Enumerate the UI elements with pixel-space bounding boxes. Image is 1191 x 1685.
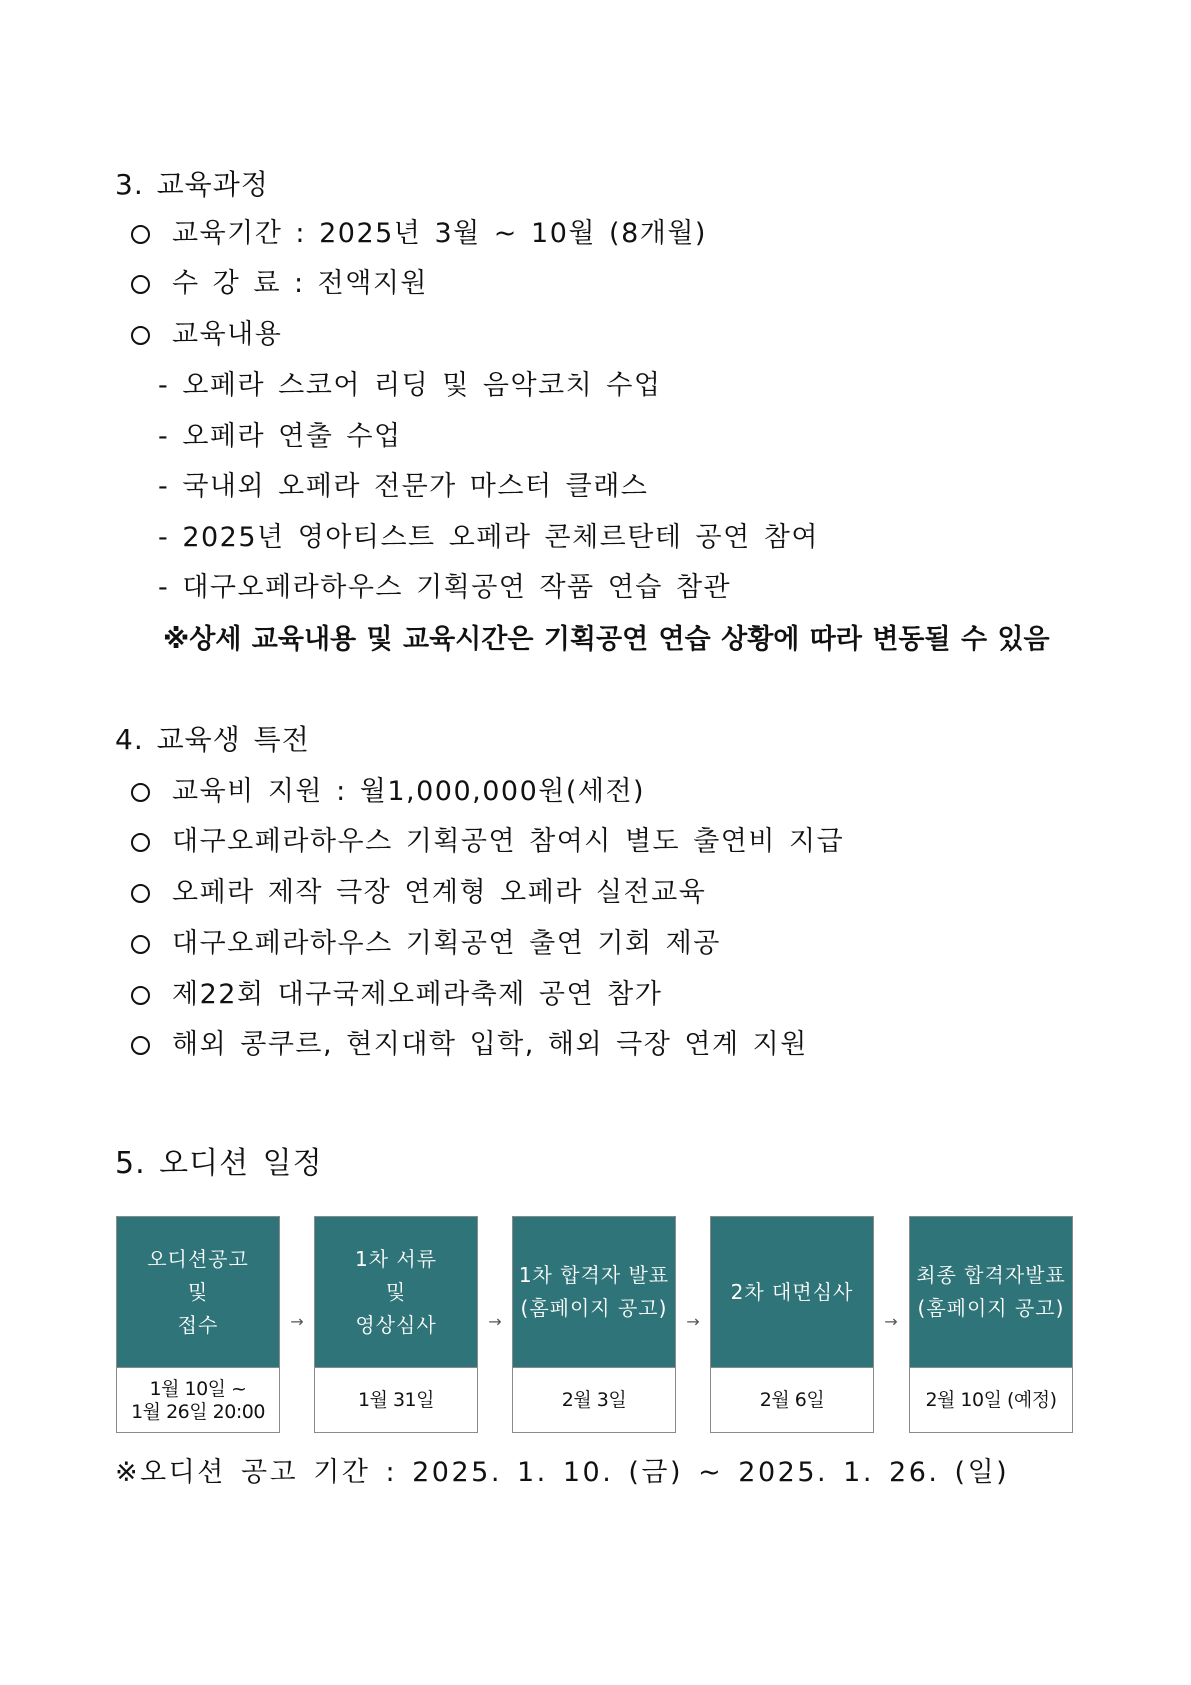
bullet-circle-icon — [131, 986, 150, 1005]
sub-item: - 오페라 스코어 리딩 및 음악코치 수업 — [158, 370, 662, 401]
bullet-text: 교육기간 : 2025년 3월 ~ 10월 (8개월) — [172, 218, 707, 249]
bullet-circle-icon — [131, 833, 150, 852]
step-date-line: 1월 26일 20:00 — [131, 1400, 265, 1423]
sub-item: - 오페라 연출 수업 — [158, 421, 402, 452]
sub-item: - 2025년 영아티스트 오페라 콘체르탄테 공연 참여 — [158, 522, 819, 553]
step-title-line: (홈페이지 공고) — [917, 1296, 1065, 1320]
step-date — [117, 1367, 279, 1433]
step-title-line: 2차 대면심사 — [730, 1279, 854, 1304]
section-4-heading: 4. 교육생 특전 — [115, 723, 310, 756]
step-title — [910, 1217, 1072, 1367]
schedule-step — [512, 1216, 676, 1433]
bullet-circle-icon — [131, 225, 150, 244]
step-date — [315, 1367, 477, 1433]
step-date — [910, 1367, 1072, 1433]
step-title-line: 1차 합격자 발표 — [518, 1263, 670, 1287]
step-title — [117, 1217, 279, 1367]
step-date — [513, 1367, 675, 1433]
step-title-line: (홈페이지 공고) — [520, 1296, 668, 1320]
bullet-circle-icon — [131, 884, 150, 903]
arrow-right-icon: → — [884, 1312, 898, 1331]
bullet-circle-icon — [131, 1036, 150, 1055]
step-title-line: 오디션공고 — [147, 1246, 249, 1271]
bullet-circle-icon — [131, 326, 150, 345]
arrow-right-icon: → — [290, 1312, 304, 1331]
step-title-line: 영상심사 — [355, 1312, 437, 1337]
step-date — [711, 1367, 873, 1433]
step-title — [315, 1217, 477, 1367]
step-title-line: 및 — [385, 1279, 407, 1304]
section-4-bullet — [131, 926, 721, 962]
section-4-bullet — [131, 774, 645, 810]
schedule-step — [116, 1216, 280, 1433]
schedule-step — [314, 1216, 478, 1433]
bullet-text: 수 강 료 : 전액지원 — [172, 268, 429, 299]
bullet-text: 제22회 대구국제오페라축제 공연 참가 — [172, 979, 663, 1010]
step-date-line: 2월 6일 — [759, 1389, 825, 1411]
section-3-bullet — [131, 317, 282, 353]
step-title-line: 1차 서류 — [354, 1246, 438, 1271]
section-3-note: ※상세 교육내용 및 교육시간은 기획공연 연습 상황에 따라 변동될 수 있음 — [163, 624, 1050, 655]
step-title — [513, 1217, 675, 1367]
step-title-line: 접수 — [177, 1312, 219, 1337]
step-title — [711, 1217, 873, 1367]
step-date-line: 1월 10일 ~ — [149, 1377, 247, 1400]
step-title-line: 최종 합격자발표 — [916, 1263, 1066, 1287]
schedule-step — [909, 1216, 1073, 1433]
bullet-text: 오페라 제작 극장 연계형 오페라 실전교육 — [172, 877, 707, 908]
sub-item: - 대구오페라하우스 기획공연 작품 연습 참관 — [158, 572, 732, 603]
section-3-bullet — [131, 266, 428, 302]
bullet-circle-icon — [131, 935, 150, 954]
section-4-bullet — [131, 977, 662, 1013]
bullet-text: 해외 콩쿠르, 현지대학 입학, 해외 극장 연계 지원 — [172, 1029, 808, 1060]
section-3-bullet — [131, 216, 707, 252]
bullet-text: 교육비 지원 : 월1,000,000원(세전) — [172, 776, 646, 807]
step-title-line: 및 — [187, 1279, 209, 1304]
section-5-heading: 5. 오디션 일정 — [115, 1146, 323, 1181]
audition-period-note: ※오디션 공고 기간 : 2025. 1. 10. (금) ~ 2025. 1. 26. (일) — [115, 1457, 1010, 1488]
bullet-circle-icon — [131, 275, 150, 294]
arrow-right-icon: → — [686, 1312, 700, 1331]
sub-item: - 국내외 오페라 전문가 마스터 클래스 — [158, 471, 649, 502]
section-4-bullet — [131, 1027, 808, 1063]
section-4-bullet — [131, 824, 844, 860]
step-date-line: 2월 3일 — [561, 1389, 627, 1411]
arrow-right-icon: → — [488, 1312, 502, 1331]
section-3-heading: 3. 교육과정 — [115, 168, 269, 201]
section-4-bullet — [131, 875, 706, 911]
step-date-line: 2월 10일 (예정) — [925, 1389, 1057, 1411]
schedule-step — [710, 1216, 874, 1433]
bullet-text: 대구오페라하우스 기획공연 출연 기회 제공 — [172, 928, 721, 959]
bullet-text: 교육내용 — [172, 319, 283, 350]
bullet-circle-icon — [131, 783, 150, 802]
step-date-line: 1월 31일 — [357, 1389, 434, 1411]
bullet-text: 대구오페라하우스 기획공연 참여시 별도 출연비 지급 — [172, 826, 845, 857]
